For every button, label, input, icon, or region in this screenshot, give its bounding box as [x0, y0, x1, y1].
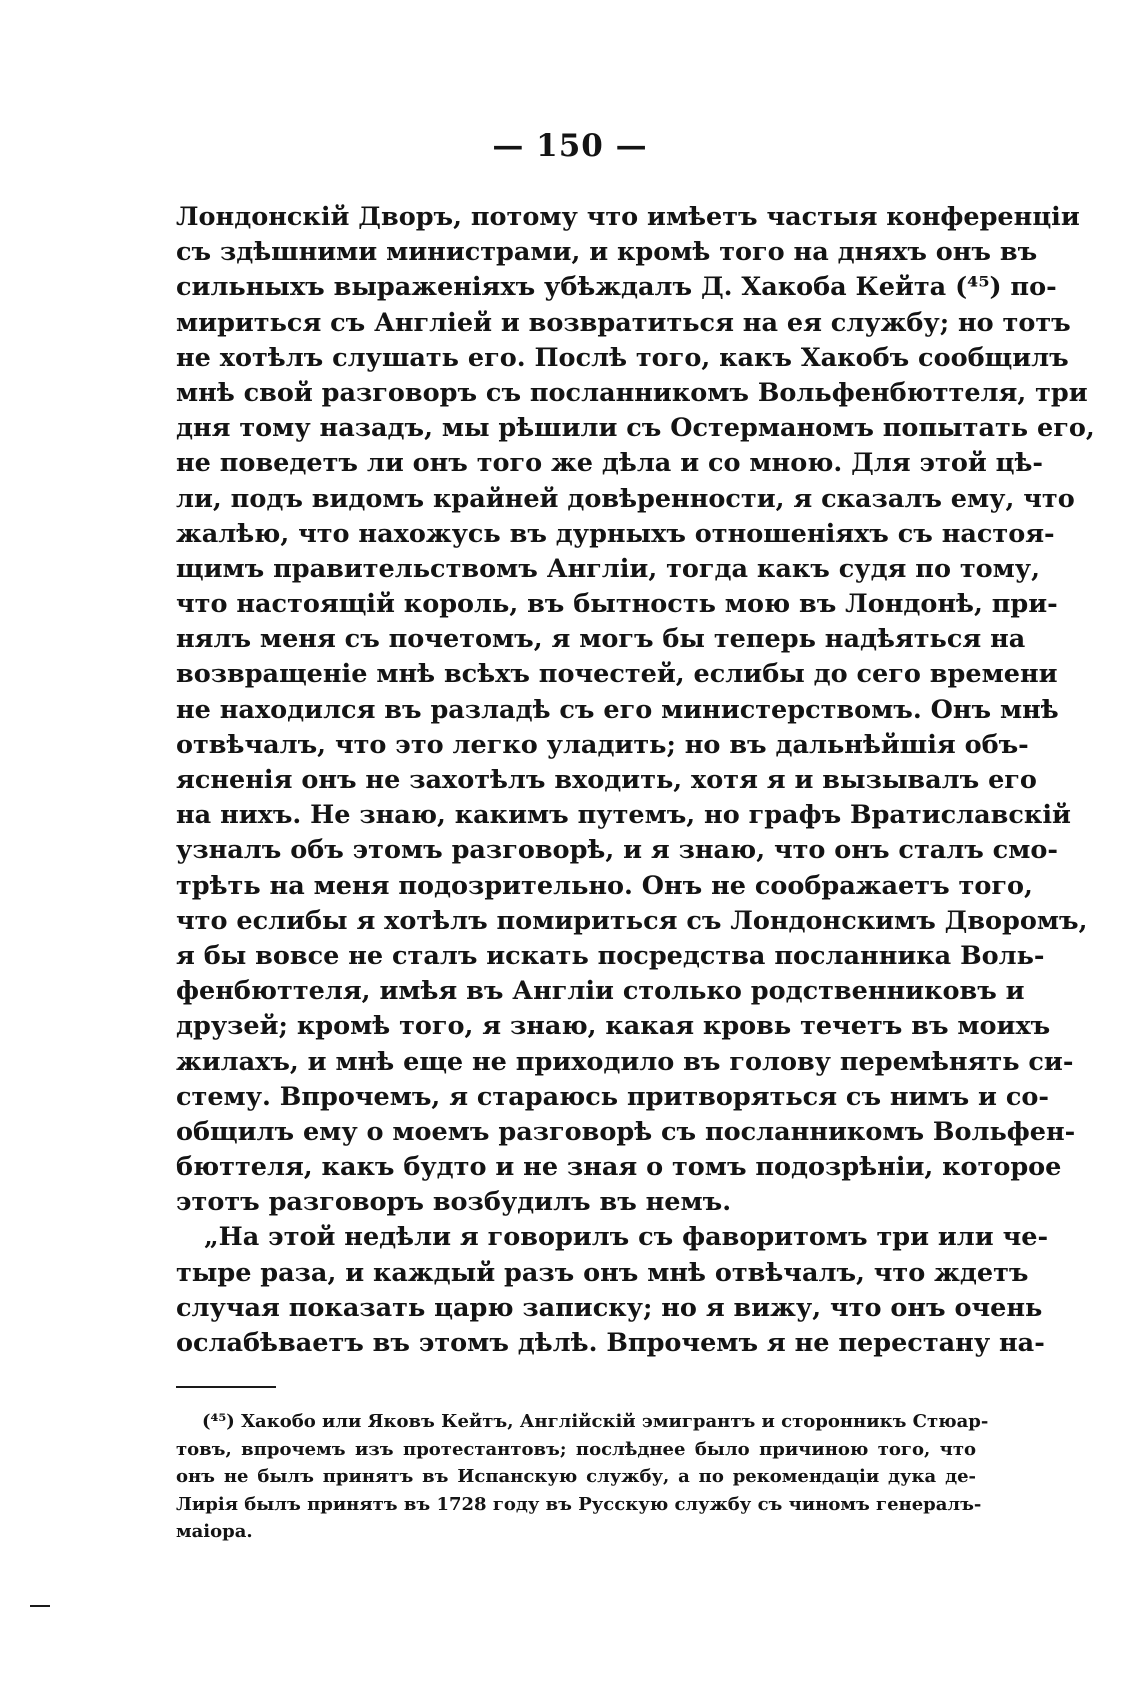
text-line: стему. Впрочемъ, я стараюсь притворяться съ нимъ и со- [176, 1081, 1049, 1112]
text-line: фенбюттеля, имѣя въ Англіи столько родственниковъ и [176, 976, 1025, 1007]
footnote-divider [176, 1386, 276, 1388]
text-line: ослабѣваетъ въ этомъ дѣлѣ. Впрочемъ я не перестану на- [176, 1328, 1045, 1358]
text-line: нялъ меня съ почетомъ, я могъ бы теперь надѣяться на [176, 624, 1026, 655]
text-line: жалѣю, что нахожусь въ дурныхъ отношеніяхъ съ настоя- [176, 518, 1055, 549]
body-text [176, 200, 1095, 1361]
text-line: тыре раза, и каждый разъ онъ мнѣ отвѣчалъ, что ждетъ [176, 1257, 1029, 1288]
footnote-line: товъ, впрочемъ изъ протестантовъ; послѣднее было причиною того, что [176, 1438, 976, 1460]
text-line: что настоящій король, въ бытность мою въ Лондонѣ, при- [176, 589, 1058, 620]
text-line: трѣть на меня подозрительно. Онъ не соображаетъ того, [176, 870, 1033, 901]
text-line: друзей; кромѣ того, я знаю, какая кровь течетъ въ моихъ [176, 1011, 1051, 1042]
text-line: случая показать царю записку; но я вижу, что онъ очень [176, 1292, 1043, 1323]
text-line: на нихъ. Не знаю, какимъ путемъ, но графъ Вратиславскій [176, 800, 1071, 831]
text-line: съ здѣшними министрами, и кромѣ того на дняхъ онъ въ [176, 237, 1038, 268]
footnote-line: (⁴⁵) Хакобо или Яковъ Кейтъ, Англійскій эмигрантъ и сторонникъ Стюар- [202, 1411, 989, 1432]
text-line: мириться съ Англіей и возвратиться на ея службу; но тотъ [176, 307, 1071, 338]
text-line: отвѣчалъ, что это легко уладить; но въ дальнѣйшія объ- [176, 729, 1029, 760]
text-line: дня тому назадъ, мы рѣшили съ Остерманомъ попытать его, [176, 413, 1095, 444]
text-line: узналъ объ этомъ разговорѣ, и я знаю, что онъ сталъ смо- [176, 835, 1058, 866]
text-line: ли, подъ видомъ крайней довѣренности, я сказалъ ему, что [176, 483, 1075, 514]
footnote-line: Лирія былъ принятъ въ 1728 году въ Русскую службу съ чиномъ генералъ- [176, 1493, 982, 1515]
text-line: не хотѣлъ слушать его. Послѣ того, какъ Хакобъ сообщилъ [176, 342, 1069, 373]
text-line: щимъ правительствомъ Англіи, тогда какъ судя по тому, [176, 553, 1040, 584]
text-line: Лондонскій Дворъ, потому что имѣетъ частыя конференціи [176, 202, 1080, 232]
text-line: жилахъ, и мнѣ еще не приходило въ голову перемѣнять си- [176, 1046, 1074, 1077]
footnote [176, 1408, 989, 1546]
text-line: бюттеля, какъ будто и не зная о томъ подозрѣніи, которое [176, 1152, 1062, 1183]
text-line: общилъ ему о моемъ разговорѣ съ посланникомъ Вольфен- [176, 1116, 1076, 1147]
footnote-line: онъ не былъ принятъ въ Испанскую службу, а по рекомендаціи дука де- [176, 1466, 976, 1487]
text-line: ясненія онъ не захотѣлъ входить, хотя я и вызывалъ его [176, 765, 1037, 795]
text-line: сильныхъ выраженіяхъ убѣждалъ Д. Хакоба Кейта (⁴⁵) по- [176, 272, 1057, 303]
margin-mark [30, 1605, 50, 1607]
text-line: что еслибы я хотѣлъ помириться съ Лондонскимъ Дворомъ, [176, 905, 1088, 936]
text-line: мнѣ свой разговоръ съ посланникомъ Вольфенбюттеля, три [176, 377, 1088, 408]
text-line: не находился въ разладѣ съ его министерствомъ. Онъ мнѣ [176, 694, 1059, 725]
text-line: этотъ разговоръ возбудилъ въ немъ. [176, 1187, 732, 1218]
page-number: — 150 — [492, 128, 648, 164]
footnote-line: маіора. [176, 1521, 253, 1542]
text-line: не поведетъ ли онъ того же дѣла и со мною. Для этой цѣ- [176, 448, 1043, 479]
text-line: возвращеніе мнѣ всѣхъ почестей, еслибы до сего времени [176, 659, 1058, 690]
text-line: я бы вовсе не сталъ искать посредства посланника Воль- [176, 940, 1045, 971]
text-line: „На этой недѣли я говорилъ съ фаворитомъ три или че- [204, 1222, 1049, 1253]
